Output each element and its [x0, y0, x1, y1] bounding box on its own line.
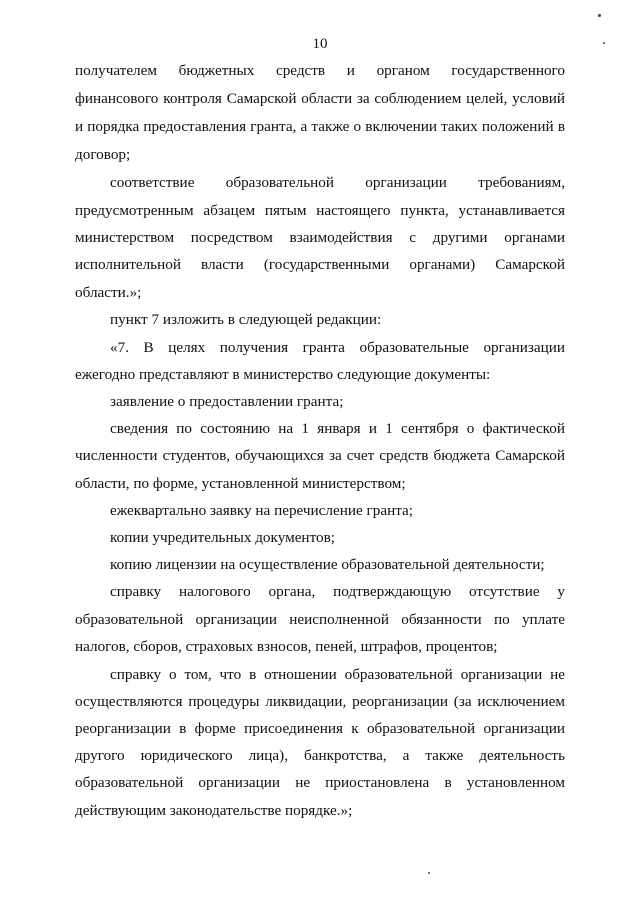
text-line: «7. В целях получения гранта образовательные организации — [110, 339, 565, 356]
text-line: и порядка предоставления гранта, а также о включении таких положений в — [75, 118, 565, 135]
text-line: справку налогового органа, подтверждающую отсутствие у — [110, 583, 565, 600]
text-line: области, по форме, установленной министерством; — [75, 475, 406, 492]
text-line: финансового контроля Самарской области за соблюдением целей, условий — [75, 90, 565, 107]
text-line: договор; — [75, 146, 131, 163]
text-line: реорганизации в форме присоединения к образовательной организации — [75, 720, 565, 737]
scan-speck — [603, 42, 605, 44]
text-line: министерством посредством взаимодействия с другими органами — [75, 229, 565, 246]
text-line: ежеквартально заявку на перечисление гранта; — [110, 502, 414, 519]
text-line: сведения по состоянию на 1 января и 1 сентября о фактической — [110, 420, 565, 437]
text-line: получателем бюджетных средств и органом государственного — [75, 62, 565, 79]
text-line: осуществляются процедуры ликвидации, реорганизации (за исключением — [75, 693, 565, 710]
text-line: заявление о предоставлении гранта; — [110, 393, 344, 410]
text-line: пункт 7 изложить в следующей редакции: — [110, 311, 382, 328]
scan-speck — [428, 872, 430, 874]
text-line: действующим законодательстве порядке.»; — [75, 802, 353, 819]
text-line: копии учредительных документов; — [110, 529, 335, 546]
page-number: 10 — [312, 36, 328, 52]
text-line: соответствие образовательной организации требованиям, — [110, 174, 565, 191]
text-line: предусмотренным абзацем пятым настоящего пункта, устанавливается — [75, 202, 565, 219]
text-line: справку о том, что в отношении образовательной организации не — [110, 666, 565, 683]
text-line: налогов, сборов, страховых взносов, пеней, штрафов, процентов; — [75, 638, 498, 655]
text-line: исполнительной власти (государственными органами) Самарской — [75, 256, 565, 273]
text-line: ежегодно представляют в министерство следующие документы: — [75, 366, 491, 383]
text-line: другого юридического лица), банкротства, а также деятельность — [75, 747, 565, 764]
scan-speck — [598, 14, 601, 17]
text-line: копию лицензии на осуществление образовательной деятельности; — [110, 556, 545, 573]
text-line: образовательной организации неисполненной обязанности по уплате — [75, 611, 565, 628]
text-line: численности студентов, обучающихся за счет средств бюджета Самарской — [75, 447, 565, 464]
text-line: области.»; — [75, 284, 142, 301]
text-line: образовательной организации не приостановлена в установленном — [75, 774, 565, 791]
